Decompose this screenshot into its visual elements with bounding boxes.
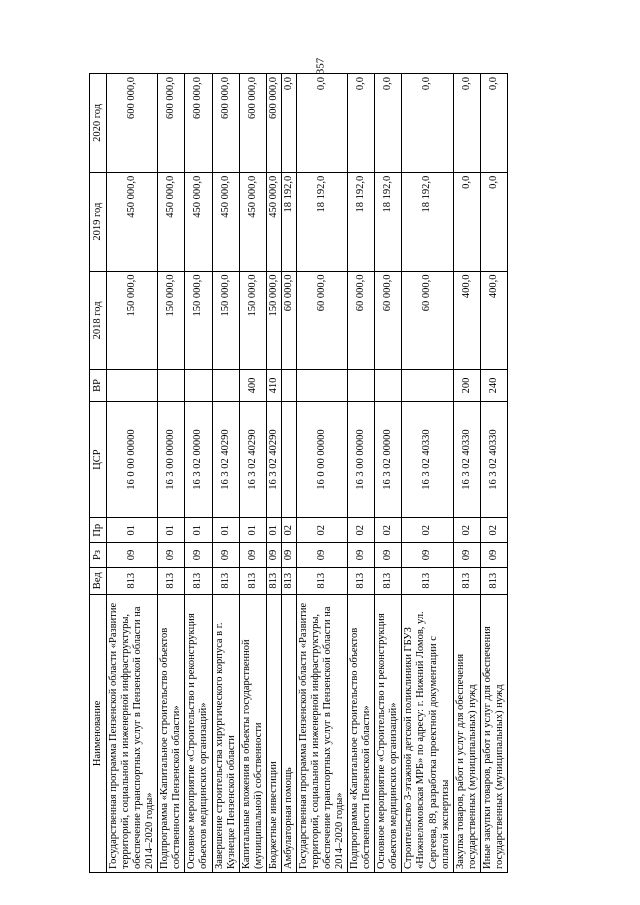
cell-vr (375, 370, 402, 401)
cell-ved: 813 (158, 567, 185, 594)
table-row (480, 74, 507, 873)
cell-2018: 150 000,0 (239, 271, 266, 370)
header-2018: 2018 год (90, 271, 107, 370)
cell-pr: 01 (185, 518, 212, 543)
cell-name: Подпрограмма «Капитальное строительство объектов собственности Пензенской области» (348, 594, 375, 872)
page-number (0, 57, 640, 75)
cell-csr: 16 0 00 00000 (107, 401, 158, 518)
cell-2018: 400,0 (480, 271, 507, 370)
cell-csr: 16 3 02 40290 (239, 401, 266, 518)
cell-name: Основное мероприятие «Строительство и реконструкция объектов медицинских организаций» (185, 594, 212, 872)
cell-2019: 450 000,0 (212, 172, 239, 271)
cell-2019: 450 000,0 (185, 172, 212, 271)
header-ved: Вед (90, 567, 107, 594)
cell-csr: 16 3 02 40330 (480, 401, 507, 518)
cell-2018: 150 000,0 (266, 271, 281, 370)
cell-csr: 16 3 02 40290 (266, 401, 281, 518)
cell-pr: 01 (107, 518, 158, 543)
table-row (266, 74, 281, 873)
cell-vr (158, 370, 185, 401)
cell-2019: 450 000,0 (239, 172, 266, 271)
cell-name: Капитальные вложения в объекты государственной (муниципальной) собственности (239, 594, 266, 872)
cell-2018: 400,0 (453, 271, 480, 370)
cell-2019: 450 000,0 (266, 172, 281, 271)
cell-2020: 0,0 (375, 74, 402, 173)
cell-vr (281, 370, 296, 401)
cell-ved: 813 (281, 567, 296, 594)
cell-pr: 02 (281, 518, 296, 543)
cell-ved: 813 (107, 567, 158, 594)
cell-pr: 02 (480, 518, 507, 543)
cell-rz: 09 (480, 543, 507, 568)
table-row (402, 74, 453, 873)
cell-name: Государственная программа Пензенской области «Развитие территорий, социальной и инженерной инфраструктуры, обеспечение транспортных услуг в Пензенской области на 2014–2020 годы» (107, 594, 158, 872)
cell-name: Завершение строительства хирургического корпуса в г. Кузнецке Пензенской области (212, 594, 239, 872)
cell-pr: 02 (453, 518, 480, 543)
cell-ved: 813 (212, 567, 239, 594)
cell-vr: 200 (453, 370, 480, 401)
cell-vr (402, 370, 453, 401)
header-2020: 2020 год (90, 74, 107, 173)
cell-vr (296, 370, 347, 401)
header-2019: 2019 год (90, 172, 107, 271)
header-rz: Рз (90, 543, 107, 568)
cell-vr (212, 370, 239, 401)
cell-name: Государственная программа Пензенской области «Развитие территорий, социальной и инженерной инфраструктуры, обеспечение транспортных услуг в Пензенской области на 2014–2020 годы» (296, 594, 347, 872)
cell-ved: 813 (453, 567, 480, 594)
cell-name: Иные закупки товаров, работ и услуг для обеспечения государственных (муниципальных) нужд (480, 594, 507, 872)
cell-2019: 0,0 (480, 172, 507, 271)
cell-ved: 813 (480, 567, 507, 594)
table-header-row (90, 74, 107, 873)
cell-vr (348, 370, 375, 401)
cell-name: Амбулаторная помощь (281, 594, 296, 872)
cell-pr: 01 (239, 518, 266, 543)
cell-pr: 01 (158, 518, 185, 543)
table-row (348, 74, 375, 873)
cell-2020: 0,0 (348, 74, 375, 173)
cell-2020: 600 000,0 (158, 74, 185, 173)
rotated-table-wrapper (89, 73, 537, 873)
page-number-text: 357 (314, 57, 326, 75)
cell-2019: 18 192,0 (375, 172, 402, 271)
cell-2020: 600 000,0 (185, 74, 212, 173)
cell-pr: 02 (402, 518, 453, 543)
cell-rz: 09 (348, 543, 375, 568)
cell-ved: 813 (402, 567, 453, 594)
cell-2019: 450 000,0 (107, 172, 158, 271)
table-row (107, 74, 158, 873)
cell-rz: 09 (296, 543, 347, 568)
cell-pr: 02 (296, 518, 347, 543)
cell-vr: 400 (239, 370, 266, 401)
cell-2020: 600 000,0 (266, 74, 281, 173)
cell-2019: 18 192,0 (296, 172, 347, 271)
table-row (212, 74, 239, 873)
cell-2020: 0,0 (281, 74, 296, 173)
cell-vr (185, 370, 212, 401)
cell-pr: 01 (212, 518, 239, 543)
cell-name: Закупка товаров, работ и услуг для обеспечения государственных (муниципальных) нужд (453, 594, 480, 872)
cell-2018: 150 000,0 (158, 271, 185, 370)
cell-ved: 813 (375, 567, 402, 594)
cell-csr: 16 3 02 40330 (453, 401, 480, 518)
table-row (281, 74, 296, 873)
cell-vr: 410 (266, 370, 281, 401)
cell-vr: 240 (480, 370, 507, 401)
header-vr: ВР (90, 370, 107, 401)
cell-ved: 813 (185, 567, 212, 594)
cell-2019: 18 192,0 (348, 172, 375, 271)
cell-rz: 09 (375, 543, 402, 568)
cell-rz: 09 (266, 543, 281, 568)
cell-pr: 02 (375, 518, 402, 543)
cell-2019: 18 192,0 (402, 172, 453, 271)
table-row (296, 74, 347, 873)
cell-2018: 60 000,0 (281, 271, 296, 370)
cell-2020: 0,0 (480, 74, 507, 173)
cell-2018: 150 000,0 (107, 271, 158, 370)
cell-2020: 0,0 (453, 74, 480, 173)
cell-ved: 813 (266, 567, 281, 594)
cell-2018: 60 000,0 (402, 271, 453, 370)
header-csr: ЦСР (90, 401, 107, 518)
cell-rz: 09 (212, 543, 239, 568)
cell-2020: 600 000,0 (107, 74, 158, 173)
cell-csr (281, 401, 296, 518)
table-row (158, 74, 185, 873)
cell-2018: 150 000,0 (185, 271, 212, 370)
cell-2019: 450 000,0 (158, 172, 185, 271)
cell-csr: 16 3 00 00000 (348, 401, 375, 518)
cell-2018: 60 000,0 (348, 271, 375, 370)
cell-rz: 09 (281, 543, 296, 568)
cell-name: Подпрограмма «Капитальное строительство объектов собственности Пензенской области» (158, 594, 185, 872)
cell-rz: 09 (402, 543, 453, 568)
cell-csr: 16 0 00 00000 (296, 401, 347, 518)
cell-vr (107, 370, 158, 401)
table-row (375, 74, 402, 873)
cell-2018: 60 000,0 (296, 271, 347, 370)
table-row (453, 74, 480, 873)
cell-csr: 16 3 02 00000 (185, 401, 212, 518)
cell-csr: 16 3 02 40290 (212, 401, 239, 518)
cell-2020: 0,0 (402, 74, 453, 173)
cell-2018: 150 000,0 (212, 271, 239, 370)
cell-pr: 02 (348, 518, 375, 543)
cell-ved: 813 (348, 567, 375, 594)
cell-2020: 0,0 (296, 74, 347, 173)
cell-name: Строительство 3-этажной детской поликлиники ГБУЗ «Нижнеломовская МРБ» по адресу: г. Нижний Ломов, ул. Сергеева, 89, разработка проектной документации с оплатой экспертизы (402, 594, 453, 872)
cell-rz: 09 (453, 543, 480, 568)
cell-pr: 01 (266, 518, 281, 543)
cell-ved: 813 (239, 567, 266, 594)
cell-rz: 09 (185, 543, 212, 568)
cell-ved: 813 (296, 567, 347, 594)
cell-rz: 09 (239, 543, 266, 568)
cell-csr: 16 3 02 00000 (375, 401, 402, 518)
cell-csr: 16 3 00 00000 (158, 401, 185, 518)
cell-name: Основное мероприятие «Строительство и реконструкция объектов медицинских организаций» (375, 594, 402, 872)
cell-2019: 18 192,0 (281, 172, 296, 271)
cell-2020: 600 000,0 (212, 74, 239, 173)
budget-table (89, 73, 508, 873)
header-pr: Пр (90, 518, 107, 543)
table-row (239, 74, 266, 873)
header-name: Наименование (90, 594, 107, 872)
cell-2020: 600 000,0 (239, 74, 266, 173)
table-row (185, 74, 212, 873)
cell-csr: 16 3 02 40330 (402, 401, 453, 518)
cell-2018: 60 000,0 (375, 271, 402, 370)
cell-2019: 0,0 (453, 172, 480, 271)
cell-rz: 09 (158, 543, 185, 568)
cell-name: Бюджетные инвестиции (266, 594, 281, 872)
cell-rz: 09 (107, 543, 158, 568)
